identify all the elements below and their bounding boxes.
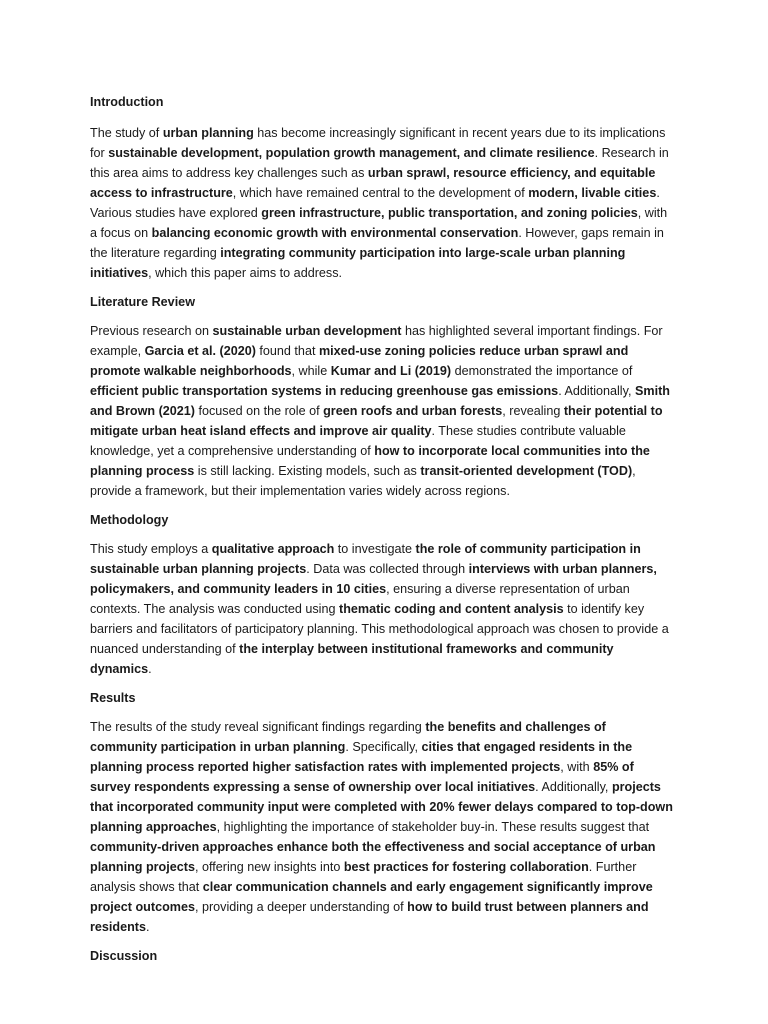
text-run: . xyxy=(148,662,152,676)
text-run: , providing a deeper understanding of xyxy=(194,900,408,914)
text-run: The study of xyxy=(90,126,163,140)
section-heading-literature-review: Literature Review xyxy=(90,295,195,309)
bold-text-run: cities that engaged residents in the planning process reported higher satisfaction rates with implemented projects xyxy=(90,740,633,774)
text-run: focused on the role of xyxy=(194,404,324,418)
bold-text-run: Smith and Brown (2021) xyxy=(90,384,670,418)
bold-text-run: Garcia et al. (2020) xyxy=(144,344,256,358)
bold-text-run: urban planning xyxy=(162,126,254,140)
text-run: to identify key barriers and facilitators of participatory planning. This methodological approach was chosen to provide a nuanced understanding of xyxy=(90,602,669,656)
text-run: . Various studies have explored xyxy=(90,186,660,220)
bold-text-run: green roofs and urban forests xyxy=(323,404,503,418)
text-run: Previous research on xyxy=(90,324,213,338)
text-run: demonstrated the importance of xyxy=(451,364,633,378)
bold-text-run: how to build trust between planners and residents xyxy=(90,900,649,934)
section-heading-introduction: Introduction xyxy=(90,95,164,109)
bold-text-run: urban sprawl, resource efficiency, and equitable access to infrastructure xyxy=(90,166,656,200)
bold-text-run: green infrastructure, public transportation, and zoning policies xyxy=(261,206,638,220)
bold-text-run: mixed-use zoning policies reduce urban sprawl and promote walkable neighborhoods xyxy=(90,344,629,378)
bold-text-run: the interplay between institutional frameworks and community dynamics xyxy=(90,642,614,676)
bold-text-run: modern, livable cities xyxy=(528,186,657,200)
bold-text-run: thematic coding and content analysis xyxy=(339,602,564,616)
text-run: . Research in this area aims to address key challenges such as xyxy=(90,146,669,180)
section-heading-discussion: Discussion xyxy=(90,949,158,963)
bold-text-run: sustainable development, population growth management, and climate resilience xyxy=(108,146,595,160)
paragraph-introduction xyxy=(90,123,674,283)
text-run: , highlighting the importance of stakeholder buy-in. These results suggest that xyxy=(216,820,650,834)
bold-text-run: efficient public transportation systems in reducing greenhouse gas emissions xyxy=(90,384,559,398)
bold-text-run: the role of community participation in sustainable urban planning projects xyxy=(90,542,641,576)
bold-text-run: the benefits and challenges of community participation in urban planning xyxy=(90,720,606,754)
bold-text-run: qualitative approach xyxy=(211,542,335,556)
text-run: This study employs a xyxy=(90,542,212,556)
paragraph-literature-review xyxy=(90,321,674,501)
text-run: . These studies contribute valuable knowledge, yet a comprehensive understanding of xyxy=(90,424,626,458)
text-run: . Additionally, xyxy=(535,780,612,794)
paragraph-results xyxy=(90,717,674,937)
bold-text-run: how to incorporate local communities into the planning process xyxy=(90,444,650,478)
text-run: , provide a framework, but their implementation varies widely across regions. xyxy=(90,464,636,498)
paragraph-methodology xyxy=(90,539,674,679)
text-run: , which have remained central to the development of xyxy=(232,186,529,200)
bold-text-run: clear communication channels and early engagement significantly improve project outcomes xyxy=(90,880,653,914)
text-run: , which this paper aims to address. xyxy=(148,266,342,280)
bold-text-run: community-driven approaches enhance both the effectiveness and social acceptance of urban planning projects xyxy=(90,840,656,874)
bold-text-run: their potential to mitigate urban heat island effects and improve air quality xyxy=(90,404,663,438)
text-run: has highlighted several important findings. For example, xyxy=(90,324,663,358)
bold-text-run: transit-oriented development (TOD) xyxy=(420,464,633,478)
text-run: . Further analysis shows that xyxy=(90,860,637,894)
text-run: , revealing xyxy=(502,404,564,418)
bold-text-run: Kumar and Li (2019) xyxy=(330,364,452,378)
bold-text-run: sustainable urban development xyxy=(212,324,402,338)
bold-text-run: balancing economic growth with environmental conservation xyxy=(151,226,519,240)
bold-text-run: projects that incorporated community input were completed with 20% fewer delays compared to top-down planning approaches xyxy=(90,780,673,834)
bold-text-run: best practices for fostering collaboration xyxy=(343,860,589,874)
text-run: has become increasingly significant in recent years due to its implications for xyxy=(90,126,666,160)
text-run: . Data was collected through xyxy=(306,562,469,576)
text-run: , offering new insights into xyxy=(194,860,344,874)
text-run: . Additionally, xyxy=(558,384,635,398)
bold-text-run: 85% of survey respondents expressing a sense of ownership over local initiatives xyxy=(90,760,634,794)
text-run: to investigate xyxy=(334,542,416,556)
text-run: , with a focus on xyxy=(90,206,668,240)
text-run: , with xyxy=(560,760,594,774)
text-run: , ensuring a diverse representation of urban contexts. The analysis was conducted using xyxy=(90,582,630,616)
text-run: . Specifically, xyxy=(345,740,422,754)
section-heading-results: Results xyxy=(90,691,136,705)
bold-text-run: interviews with urban planners, policymakers, and community leaders in 10 cities xyxy=(90,562,657,596)
bold-text-run: integrating community participation into large-scale urban planning initiatives xyxy=(90,246,626,280)
text-run: is still lacking. Existing models, such as xyxy=(194,464,421,478)
text-run: found that xyxy=(255,344,319,358)
text-run: . xyxy=(146,920,150,934)
text-run: . However, gaps remain in the literature regarding xyxy=(90,226,664,260)
text-run: The results of the study reveal significant findings regarding xyxy=(90,720,426,734)
section-heading-methodology: Methodology xyxy=(90,513,169,527)
text-run: , while xyxy=(291,364,331,378)
